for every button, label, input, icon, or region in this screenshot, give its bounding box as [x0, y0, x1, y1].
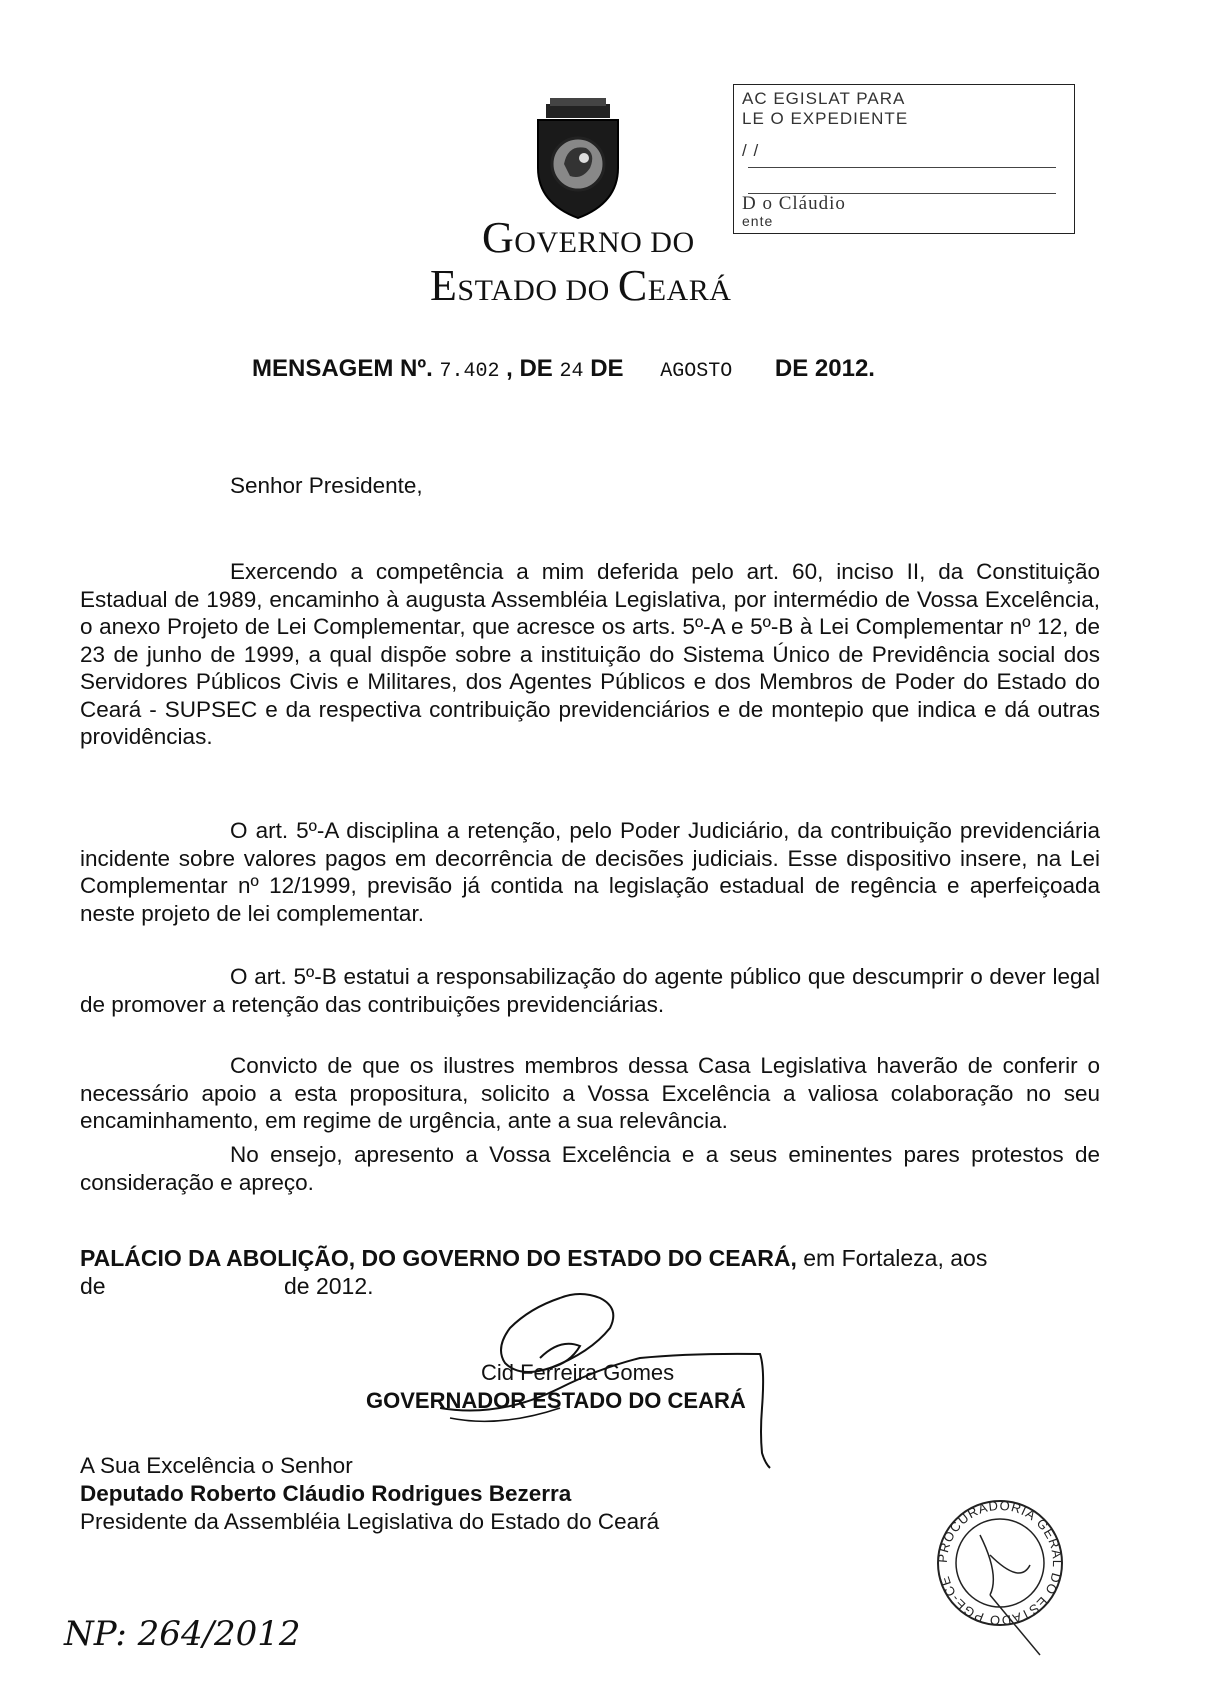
- stamp-line-2: LE O EXPEDIENTE: [742, 109, 909, 128]
- coat-of-arms-icon: [528, 98, 628, 220]
- paragraph-1: Exercendo a competência a mim deferida pelo art. 60, inciso II, da Constituição Estadual de 1989, encaminho à augusta Assembléia Legislativa, por intermédio de Vossa Excelência, o anexo Projeto de Lei Complementar, que acresce os arts. 5º-A e 5º-B à Lei Complementar nº 12, de 23 de junho de 1999, a qual dispõe sobre a instituição do Sistema Único de Previdência social dos Servidores Públicos Civis e Militares, dos Agentes Públicos e dos Membros de Poder do Estado do Ceará - SUPSEC e da respectiva contribuição previdenciários e de montepio que indica e dá outras providências.: [80, 559, 1100, 749]
- closing-date-de1: de: [80, 1273, 106, 1299]
- paragraph-2: O art. 5º-A disciplina a retenção, pelo Poder Judiciário, da contribuição previdenciária incidente sobre valores pagos em decorrência de decisões judiciais. Esse dispositivo insere, na Lei Complementar nº 12/1999, previsão já contida na legislação estadual de regência e aperfeiçoada neste projeto de lei complementar.: [80, 818, 1100, 926]
- addressee-name: Deputado Roberto Cláudio Rodrigues Bezerra: [80, 1481, 572, 1506]
- handwritten-protocol-number: NP: 264/2012: [64, 1614, 301, 1654]
- receipt-stamp: [733, 84, 1075, 234]
- addressee-role: Presidente da Assembléia Legislativa do Estado do Ceará: [80, 1509, 660, 1534]
- gov-logo-line1: GOVERNO DO: [482, 213, 695, 262]
- gov-logo-line2: ESTADO DO CEARÁ: [430, 261, 732, 310]
- closing-place: PALÁCIO DA ABOLIÇÃO, DO GOVERNO DO ESTADO DO CEARÁ, em Fortaleza, aos: [80, 1245, 988, 1271]
- addressee-line-1: A Sua Excelência o Senhor: [80, 1453, 353, 1478]
- stamp-line-3: / /: [742, 141, 760, 160]
- paragraph-4: Convicto de que os ilustres membros dessa Casa Legislativa haverão de conferir o necessário apoio a esta propositura, solicito a Vossa Excelência a valiosa colaboração no seu encaminhamento, em regime de urgência, ante a sua relevância.: [80, 1053, 1100, 1133]
- message-number: 7.402: [439, 360, 500, 383]
- message-month: AGOSTO: [660, 360, 733, 383]
- pge-seal-stamp: [930, 1495, 1080, 1665]
- message-title: MENSAGEM Nº. 7.402 , DE 24 DE AGOSTO DE 2012.: [252, 355, 875, 383]
- signer-title: GOVERNADOR ESTADO DO CEARÁ: [366, 1388, 746, 1413]
- closing-date-de2: de 2012.: [284, 1273, 374, 1299]
- message-day: 24: [559, 360, 584, 383]
- stamp-line-1: AC EGISLAT PARA: [742, 89, 906, 108]
- paragraph-3: O art. 5º-B estatui a responsabilização do agente público que descumprir o dever legal de promover a retenção das contribuições previdenciárias.: [80, 964, 1100, 1017]
- paragraph-5: No ensejo, apresento a Vossa Excelência e a seus eminentes pares protestos de consideração e apreço.: [80, 1142, 1100, 1195]
- salutation: Senhor Presidente,: [230, 473, 423, 498]
- svg-text:PROCURADORIA GERAL DO ESTADO P: PROCURADORIA GERAL DO ESTADO PGE-CE: [934, 1497, 1066, 1629]
- stamp-line-4: D o Cláudio: [742, 193, 846, 214]
- stamp-line-5: ente: [742, 213, 774, 229]
- stamp-date-rule: [748, 167, 1056, 168]
- signer-name: Cid Ferreira Gomes: [481, 1360, 675, 1385]
